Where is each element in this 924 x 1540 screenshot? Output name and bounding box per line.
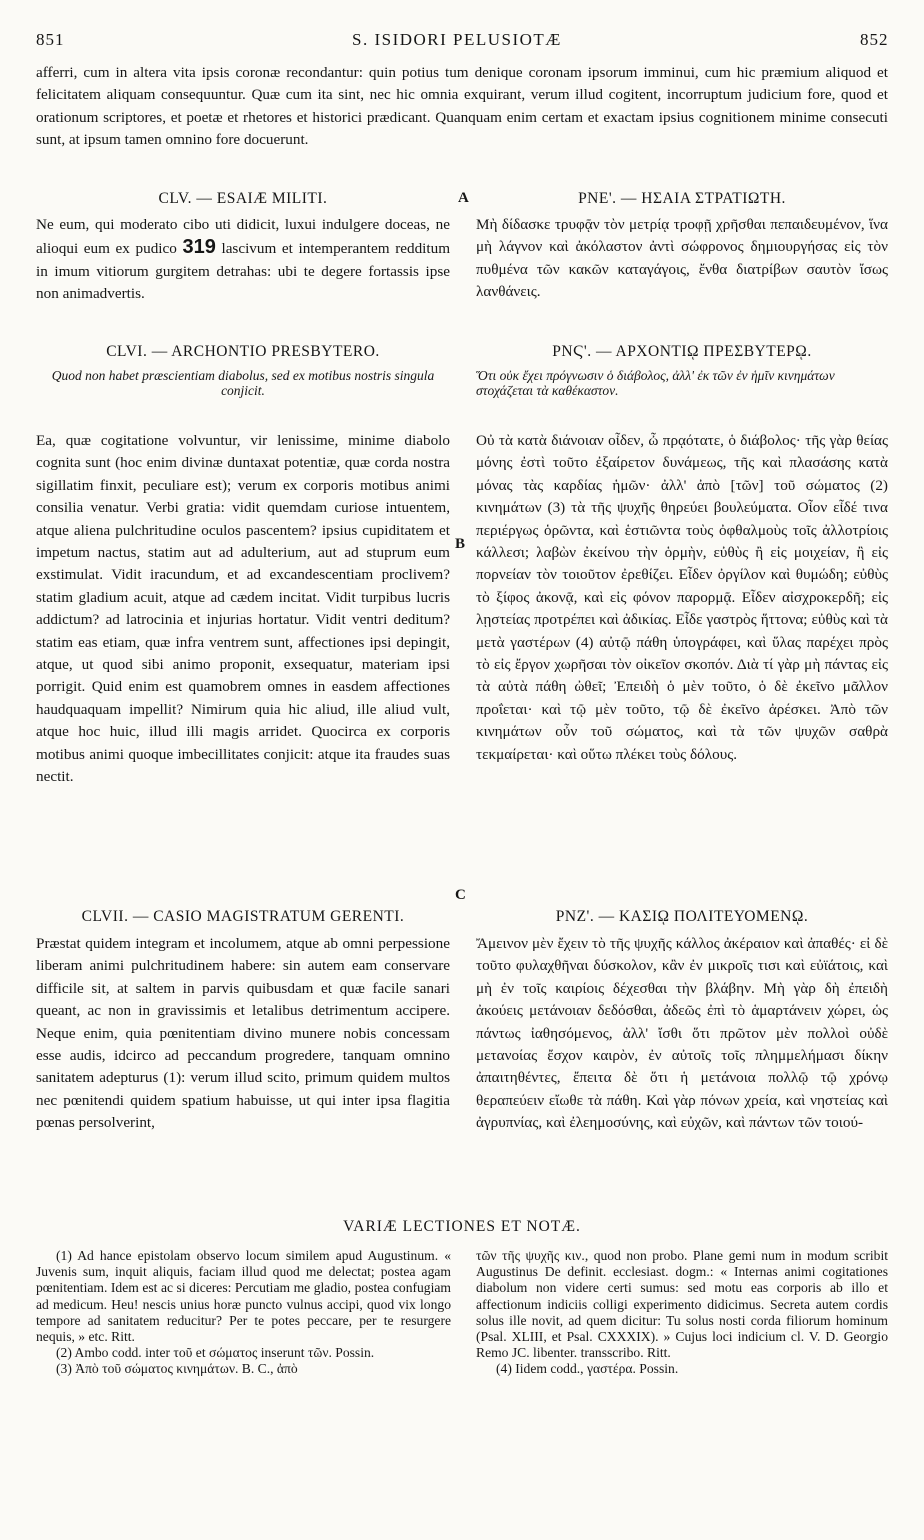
letter-157-greek-title: ΡΝΖ'. — ΚΑΣΙῼ ΠΟΛΙΤΕΥΟΜΕΝῼ. <box>555 908 809 925</box>
page-number-right: 852 <box>860 30 889 49</box>
margin-mark-a: A <box>458 190 469 206</box>
letter-155-greek-text: Μὴ δίδασκε τρυφᾷν τὸν μετρίᾳ τροφῇ χρῆσθαι πεπαιδευμένον, ἵνα μὴ λάγνον καὶ ἀκόλαστον ἀντὶ σώφρονος δημιουργήσας εἰς τὸν πυθμένα τῶν κακῶν καταγάγοις, ἔνθα διατρίβων σαυτὸν ἴσως λανθάνεις. <box>476 216 888 301</box>
letter-156-latin-summary: Quod non habet præscientiam diabolus, sed ex motibus nostris singula conjicit. <box>51 368 435 398</box>
letter-156-latin-text: Ea, quæ cogitatione volvuntur, vir lenissime, minime diabolo cognita sunt (hoc enim divinæ duntaxat potentiæ, quæ corda nostra sigillatim finxit, peculiare est); verum ex corporis motibus animi consilia venatur. Verbi gratia: vidit quemdam curiose intuentem, atque aliena pulchritudine oculos pascentem? ipsius cupiditatem et impetum nactus, statim aut ad adulterium, aut ad stuprum eum exstimulat. Vidit iracundum, et ad excandescentiam proclivem? statim gladium acuit, atque ad cædem incitat. Vidit turpibus lucris addictum? ad latrocinia et injurias hortatur. Vidit ventri deditum? statim eas etiam, quæ infra ventrem sunt, affectiones ipsi depingit, atque, ut quod sibi animo proponit, exsequatur, materiam ipsi porrigit. Quid enim est quamobrem omnes in easdem affectiones haudquaquam impellit? Nimirum quia hic aliud, ille aliud vult, atque hoc huic, illud illi magis arridet. Quocirca ex corporis motibus animi quoque imbecillitates conjicit: atque ita fraudes suas nectit. <box>36 432 450 786</box>
note-2: (2) Ambo codd. inter τοῦ et σώματος inserunt τῶν. Possin. <box>56 1345 375 1361</box>
notes-right-column <box>476 1248 888 1378</box>
letter-155-latin-text-a: Ne eum, qui moderato cibo uti didicit, luxui indulgere doceas, ne alioqui eum ex pudico <box>36 216 450 258</box>
margin-mark-c: C <box>455 887 466 903</box>
note-3-continued: τῶν τῆς ψυχῆς κιν., quod non probo. Plane gemi num in modum scribit Augustinus De definit. ecclesiast. dogm.: « Internas animi cogitationes diabolum non videre certi sumus: sed motu eas corporis ab illo et affectionum indiciis colligi experimento didicimus. Secreta autem cordis solus ille novit, ad quem dicitur: Tu solus nosti corda filiorum hominum (Psal. XLIII, et Psal. CXXXIX). » Cujus loci indicium cl. V. D. Georgio Remo JC. libenter. transscribo. Ritt. <box>476 1248 888 1361</box>
letter-155-latin-text-b: lascivum et intemperantem redditum in imum vitiorum gurgitem detrahas: ubi te degere fortassis ipse non animadvertis. <box>36 240 451 303</box>
note-3: (3) Ἀπὸ τοῦ σώματος κινημάτων. B. C., ἀπὸ <box>56 1361 298 1377</box>
note-1: (1) Ad hance epistolam observo locum similem apud Augustinum. « Juvenis sum, inquit aliquis, faciam illud quod me delectat; postea agam pœnitentiam. Idem est ac si diceres: Percutiam me gladio, postea confugiam ad medicum. Heu! nescis unius horæ puncto vulnus accipi, quod vix longo tempore ad sanitatem reducitur? Per te potes peccare, per te resurgere nequis, » etc. Ritt. <box>36 1248 451 1345</box>
letter-155-latin-text <box>36 214 450 306</box>
notes-title: VARIÆ LECTIONES ET NOTÆ. <box>343 1218 581 1235</box>
letter-156-greek-text: Οὐ τὰ κατὰ διάνοιαν οἶδεν, ὦ πρᾳότατε, ὁ διάβολος· τῆς γὰρ θείας μόνης ἐστὶ τοῦτο ἐξαίρετον δυνάμεως, τῆς καὶ πλασάσης κατὰ μόνας τὰς καρδίας ἡμῶν· ἀλλ' ἀπὸ [τῶν] τοῦ σώματος (2) κινημάτων (3) τὰ τῆς ψυχῆς θηρεύει βουλεύματα. Οἷον εἶδέ τινα περιέργως ὁρῶντα, καὶ ἑστιῶντα τοὺς ὀφθαλμοὺς τοῖς ἀλλοτρίοις κάλλεσι; λαβὼν ἐκείνου τὴν ὁρμὴν, εὐθὺς ἢ εἰς μοιχείαν, ἢ εἰς πορνείαν τὸν τοιοῦτον ἐρεθίζει. Εἶδεν ὀργίλον καὶ θυμώδη; εὐθὺς τὸ ξίφος ἀκονᾷ, καὶ εἰς φόνον παρορμᾷ. Εἶδεν αἰσχροκερδῆ; εἰς λῃστείας προτρέπει καὶ ἀδικίας. Εἶδε γαστρὸς ἥττονα; εὐθὺς καὶ τὰ μετὰ γαστέρων (4) αὐτῷ πάθη ὑπογράφει, καὶ ὕλας παρέχει πρὸς τὸ εἰς ἔργον χωρῆσαι τὸν οἰκεῖον σκοπόν. Διὰ τί γὰρ μὴ πάντας εἰς τὰ αὐτὰ πάθη ὠθεῖ; Ἐπειδὴ ὁ μὲν τοῦτο, ὁ δὲ ἐκεῖνο μᾶλλον προΐεται· καὶ τῷ μὲν τοῦτο, τῷ δὲ ἐκεῖνο ἀρέσκει. Ἀπὸ τῶν κινημάτων οὖν τοῦ σώματος, καὶ τὰ τῶν ψυχῶν σαθρὰ τεκμαίρεται· καὶ οὕτω πλέκει τοὺς δόλους. <box>476 432 888 763</box>
letter-157-latin-text: Præstat quidem integram et incolumem, atque ab omni perpessione liberam animi pulchritudinem habere: sin autem eam conservare difficile sit, at saltem in parvis quibusdam et quæ facile sanari queant, ac non in gravissimis et letalibus detrimentum accipere. Neque enim, quia pœnitentiam divino munere nobis concessam esse audis, idcirco ad peccandum progredere, tanquam omnino sanitatem adepturus (1): verum illud scito, primum quidem multos nec pœnitendi quidem spatium habuisse, ut qui inter ipsa flagitia pœnas persolverint, <box>36 935 450 1132</box>
notes-left-column <box>36 1248 451 1378</box>
intro-paragraph: afferri, cum in altera vita ipsis coronæ recondantur: quin potius tum denique coronam ipsorum imminui, cum hic præmium aliquod et felicitatem aliquam consequuntur. Quæ cum ita sint, nec hic omnia exquirant, verum illud cogitent, incorruptum judicium fore, quod et orationum scriptores, et poetæ et rhetores et historici prædicant. Quanquam enim certam et exactam ipsius cognitionem minime consecuti sunt, at ipsum tamen omnino fore docuerunt. <box>36 64 888 149</box>
margin-mark-b: B <box>455 536 466 552</box>
letter-157-latin-title: CLVII. — CASIO MAGISTRATUM GERENTI. <box>81 908 405 925</box>
running-head: S. ISIDORI PELUSIOTÆ <box>352 30 562 49</box>
note-4: (4) Iidem codd., γαστέρα. Possin. <box>496 1361 679 1377</box>
letter-155-greek-title: ΡΝΕ'. — ΗΣΑΙΑ ΣΤΡΑΤΙΩΤΗ. <box>578 190 786 207</box>
margin-number-319: 319 <box>182 236 216 259</box>
letter-156-latin-title: CLVI. — ARCHONTIO PRESBYTERO. <box>106 343 380 360</box>
letter-155-latin-title: CLV. — ESAIÆ MILITI. <box>158 190 328 207</box>
letter-156-greek-summary: Ὅτι οὐκ ἔχει πρόγνωσιν ὁ διάβολος, ἀλλ' ἐκ τῶν ἐν ἡμῖν κινημάτων στοχάζεται τὰ καθέκαστον. <box>476 368 835 398</box>
letter-157-greek-text: Ἄμεινον μὲν ἔχειν τὸ τῆς ψυχῆς κάλλος ἀκέραιον καὶ ἀπαθές· εἰ δὲ τοῦτο φυλαχθῆναι δύσκολον, κἂν ἐν μικροῖς τισι καὶ εὐϊάτοις, καὶ μὴ ἐν τοῖς καιρίοις δέχεσθαι τὴν βλάβην. Μὴ γὰρ δὴ ἐπειδὴ ἀκούεις μετάνοιαν δεδόσθαι, ἀδεῶς ἐπὶ τὸ ἁμαρτάνειν χώρει, ὡς πάντως ἰαθησόμενος, ἀλλ' ἴσθι ὅτι πρῶτον μὲν πολλοὶ οὐδὲ μετανοίας ἔσχον καιρὸν, ἐν αὐτοῖς τοῖς πλημμελήμασι δίκην ἀπαιτηθέντες, ἔπειτα δὲ ὅτι ἡ μετάνοια πολλῷ τῷ χρόνῳ θεραπεύειν εἴωθε τὰ πάθη. Καὶ γὰρ πόνων χρεία, καὶ νηστείας καὶ ἀγρυπνίας, καὶ ἐλεημοσύνης, καὶ εὐχῶν, καὶ πάντων τῶν τοιού- <box>476 935 888 1132</box>
letter-156-greek-title: ΡΝϚ'. — ΑΡΧΟΝΤΙῼ ΠΡΕΣΒΥΤΕΡῼ. <box>552 343 812 360</box>
page-number-left: 851 <box>36 30 65 49</box>
